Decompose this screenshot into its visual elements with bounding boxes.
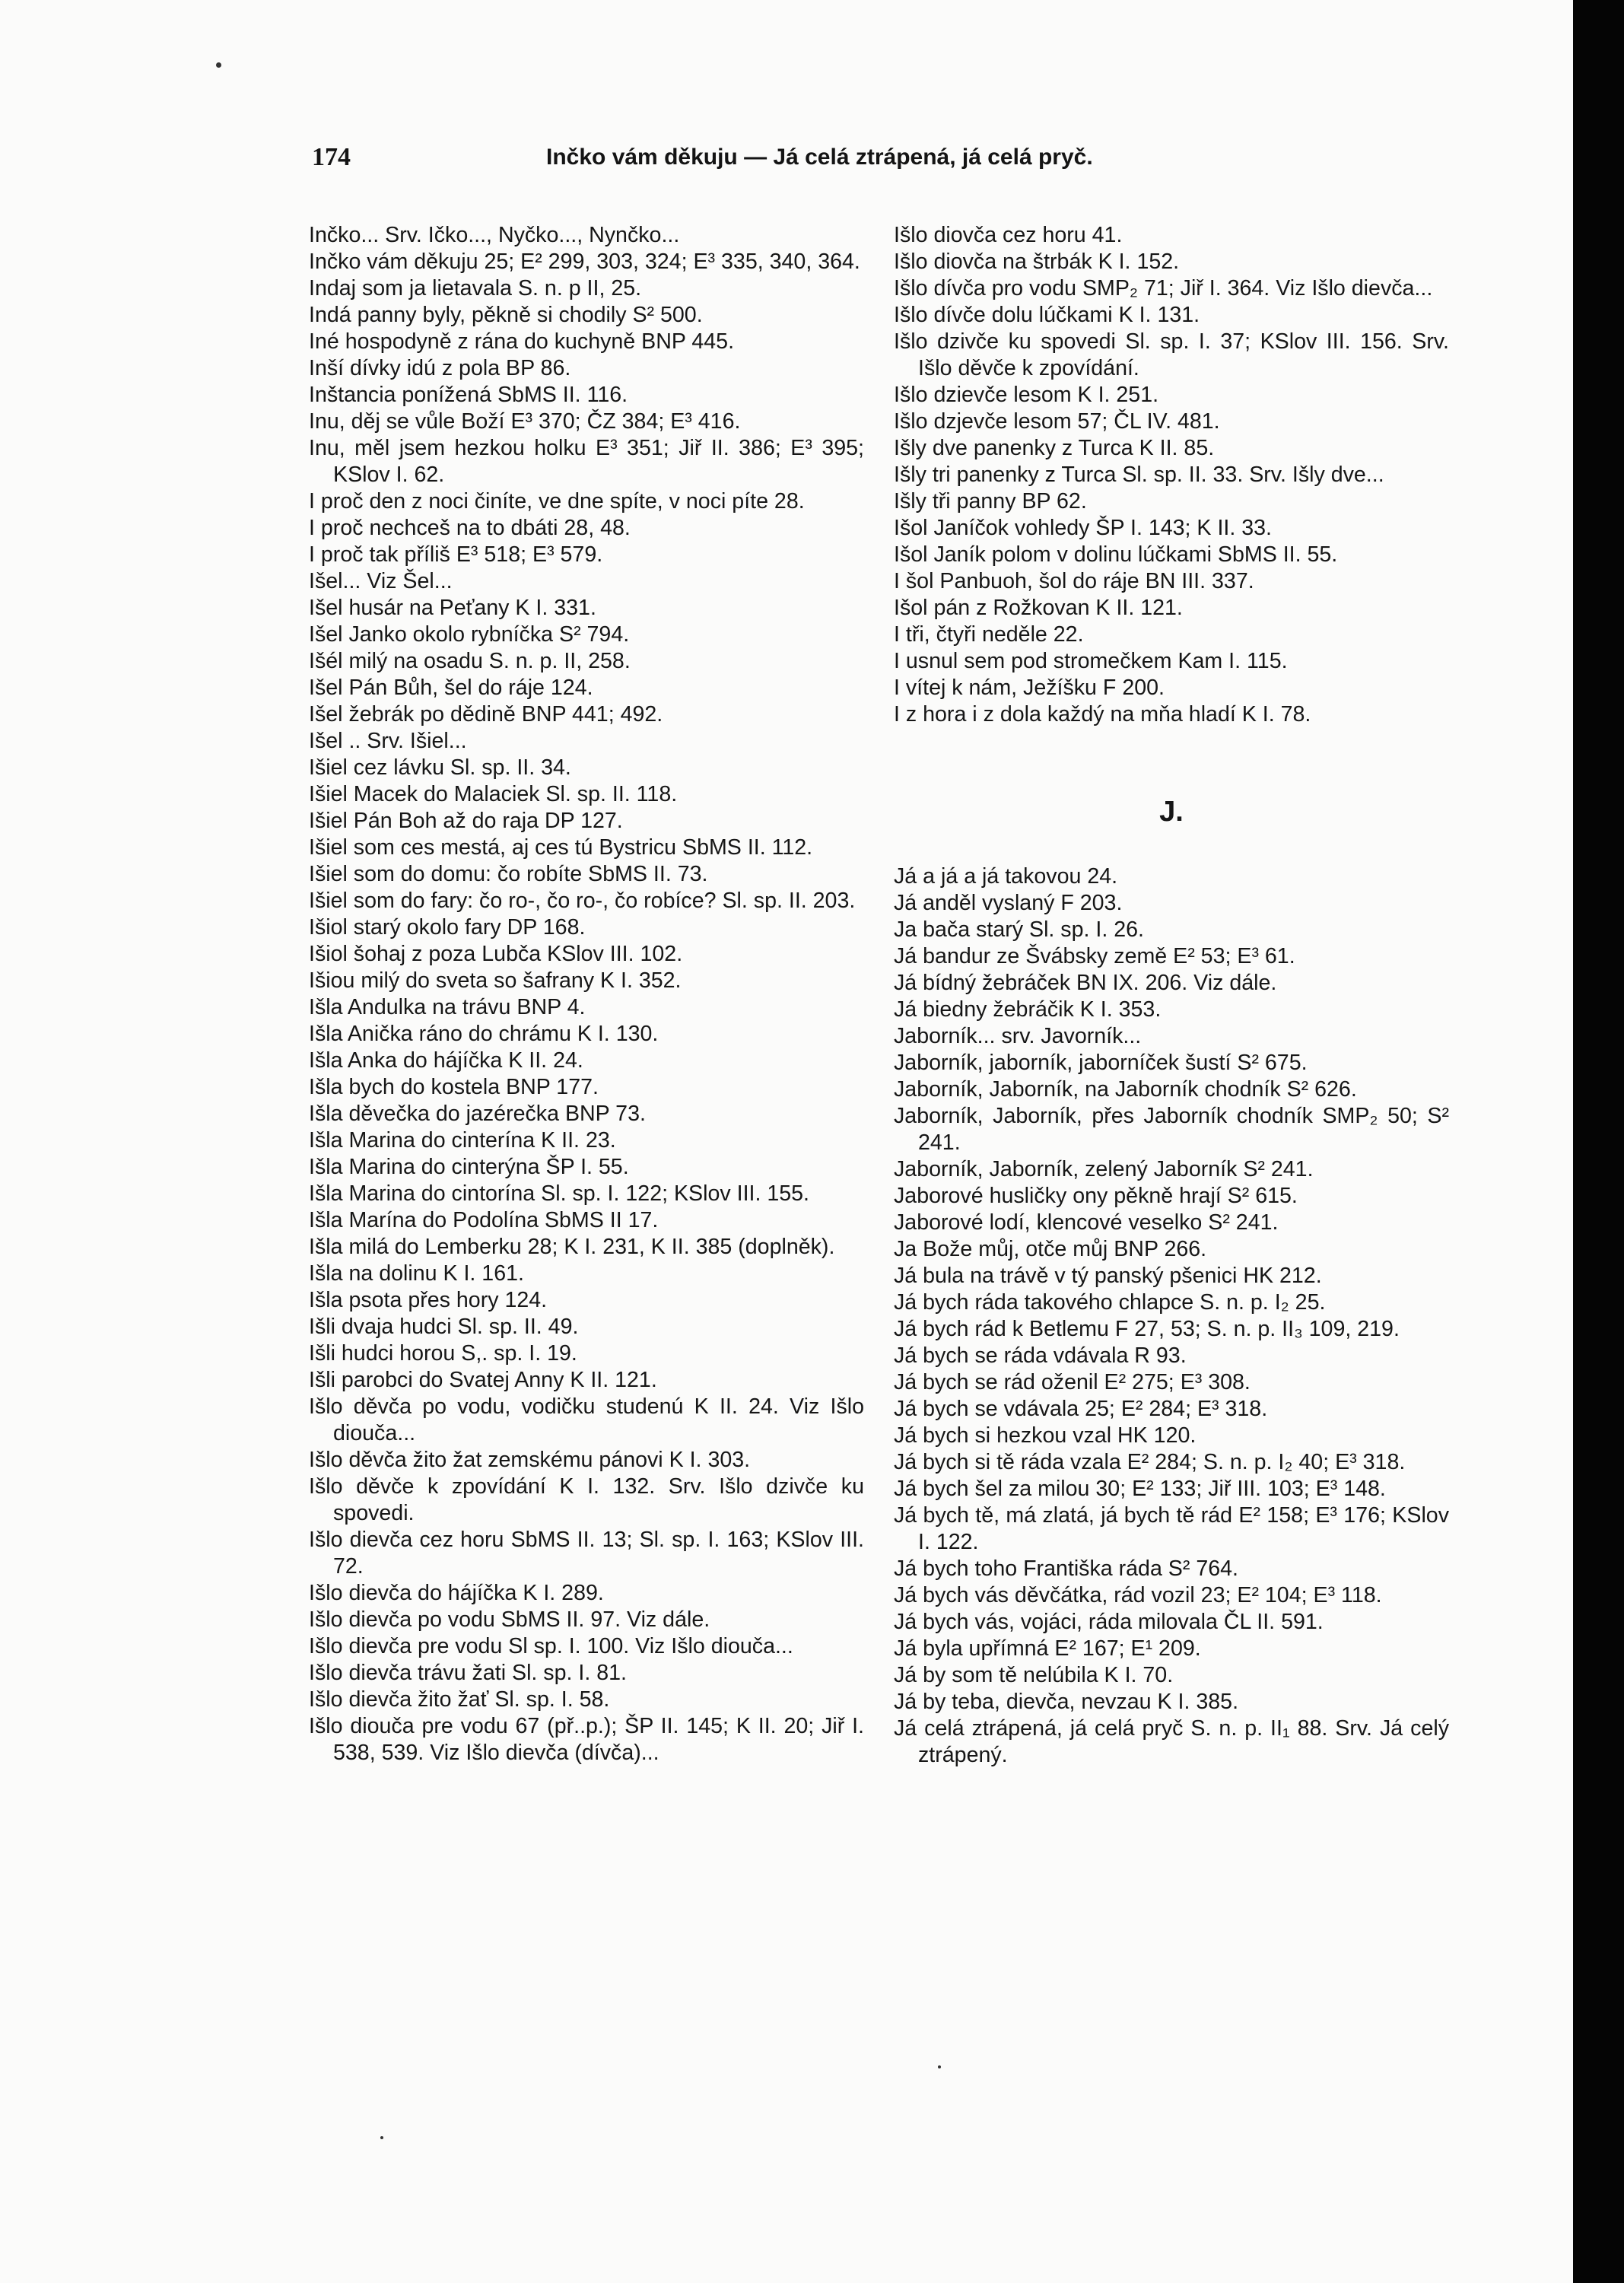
index-entry: Inštancia ponížená SbMS II. 116.: [309, 383, 628, 407]
index-entry: Já bych ráda takového chlapce S. n. p. I₂ 25.: [894, 1290, 1326, 1315]
index-entry: Inu, děj se vůle Boží E³ 370; ČZ 384; E³ 416.: [309, 409, 741, 434]
index-entry: I z hora i z dola každý na mňa hladí K I. 78.: [894, 702, 1311, 727]
index-entry: Išlo dzjevče lesom 57; ČL IV. 481.: [894, 409, 1220, 434]
index-entry: Išel žebrák po dědině BNP 441; 492.: [309, 702, 663, 727]
index-entry: Išol Janíčok vohledy ŠP I. 143; K II. 33.: [894, 516, 1272, 540]
section-letter-heading: J.: [1159, 796, 1184, 828]
scan-speck: [216, 62, 221, 68]
index-entry: Jaborové lodí, klencové veselko S² 241.: [894, 1210, 1279, 1235]
index-entry: Išlo dzivče ku spovedi Sl. sp. I. 37; KSlov III. 156. Srv. Išlo děvče k zpovídání.: [894, 329, 1449, 380]
index-entry: Jaborník, Jaborník, zelený Jaborník S² 241.: [894, 1157, 1314, 1181]
index-entry: Išli parobci do Svatej Anny K II. 121.: [309, 1368, 657, 1392]
index-entry: Išel Pán Bůh, šel do ráje 124.: [309, 676, 593, 700]
index-entry: Išlo dievča trávu žati Sl. sp. I. 81.: [309, 1661, 627, 1685]
scan-speck: [938, 2065, 941, 2068]
index-entry: Išlo dievča po vodu SbMS II. 97. Viz dále.: [309, 1607, 710, 1632]
index-entry: Já bych tě, má zlatá, já bych tě rád E² 158; E³ 176; KSlov I. 122.: [894, 1503, 1449, 1554]
index-entry: Išol Janík polom v dolinu lúčkami SbMS II. 55.: [894, 542, 1338, 567]
index-entry: Išlo diovča cez horu 41.: [894, 223, 1123, 247]
running-head: Inčko vám děkuju — Já celá ztrápená, já celá pryč.: [546, 145, 1093, 170]
index-entry: Išel Janko okolo rybníčka S² 794.: [309, 622, 630, 647]
index-entry: Inší dívky idú z pola BP 86.: [309, 356, 571, 380]
index-entry: Išel husár na Peťany K I. 331.: [309, 596, 596, 620]
index-entry: Išla Marina do cinterýna ŠP I. 55.: [309, 1155, 629, 1179]
index-entry: Išiel som ces mestá, aj ces tú Bystricu SbMS II. 112.: [309, 835, 813, 860]
index-entry: Jaborník, Jaborník, přes Jaborník chodník SMP₂ 50; S² 241.: [894, 1104, 1449, 1155]
index-entry: Išli hudci horou S,. sp. I. 19.: [309, 1341, 577, 1366]
index-entry: Išlo děvča po vodu, vodičku studenú K II. 24. Viz Išlo diouča...: [309, 1394, 864, 1445]
page-header: [304, 143, 1286, 183]
index-entry: Já byla upřímná E² 167; E¹ 209.: [894, 1636, 1201, 1661]
index-entry: Já bych se vdávala 25; E² 284; E³ 318.: [894, 1397, 1268, 1421]
index-entry: I šol Panbuoh, šol do ráje BN III. 337.: [894, 569, 1254, 593]
index-entry: Išla Andulka na trávu BNP 4.: [309, 995, 586, 1019]
index-entry: Jaborové husličky ony pěkně hrají S² 615.: [894, 1184, 1298, 1208]
index-entry: Išlo dievča do hájíčka K I. 289.: [309, 1581, 604, 1605]
index-entry: Já celá ztrápená, já celá pryč S. n. p. II₁ 88. Srv. Já celý ztrápený.: [894, 1716, 1449, 1767]
index-entry: I vítej k nám, Ježíšku F 200.: [894, 676, 1165, 700]
index-entry: Išél milý na osadu S. n. p. II, 258.: [309, 649, 631, 673]
index-entry: Išlo diovča na štrbák K I. 152.: [894, 250, 1180, 274]
index-entry: Išiel cez lávku Sl. sp. II. 34.: [309, 755, 571, 780]
index-entry: Išla milá do Lemberku 28; K I. 231, K II. 385 (doplněk).: [309, 1235, 835, 1259]
index-entry: Jaborník... srv. Javorník...: [894, 1024, 1142, 1048]
index-entry: Išlo dievča cez horu SbMS II. 13; Sl. sp. I. 163; KSlov III. 72.: [309, 1528, 864, 1579]
index-entry: I proč tak příliš E³ 518; E³ 579.: [309, 542, 603, 567]
index-entry: I proč den z noci činíte, ve dne spíte, v noci píte 28.: [309, 489, 805, 514]
index-entry: Iné hospodyně z rána do kuchyně BNP 445.: [309, 329, 735, 354]
index-entry: Já bych se ráda vdávala R 93.: [894, 1343, 1187, 1368]
index-entry: Išiel som do fary: čo ro-, čo ro-, čo robíce? Sl. sp. II. 203.: [309, 889, 856, 913]
index-entry: Išol pán z Rožkovan K II. 121.: [894, 596, 1183, 620]
index-entry: Išlo dievča žito žať Sl. sp. I. 58.: [309, 1687, 610, 1712]
index-entry: Já bych toho Františka ráda S² 764.: [894, 1556, 1238, 1581]
index-entry: Išla Marina do cinterína K II. 23.: [309, 1128, 616, 1153]
index-entry: Já bych se rád oženil E² 275; E³ 308.: [894, 1370, 1251, 1394]
index-entry: Išly tři panny BP 62.: [894, 489, 1087, 514]
index-entry: Já bych šel za milou 30; E² 133; Jiř III. 103; E³ 148.: [894, 1477, 1386, 1501]
index-entry: Išla Anka do hájíčka K II. 24.: [309, 1048, 583, 1073]
index-entry: Išiol šohaj z poza Lubča KSlov III. 102.: [309, 942, 683, 966]
index-entry: Já biedny žebráčik K I. 353.: [894, 997, 1162, 1022]
index-entry: Já bych vás děvčátka, rád vozil 23; E² 104; E³ 118.: [894, 1583, 1382, 1607]
page-number: 174: [312, 143, 351, 171]
index-entry: Já bych rád k Betlemu F 27, 53; S. n. p. II₃ 109, 219.: [894, 1317, 1400, 1341]
index-entry: Išla Marina do cintorína Sl. sp. I. 122; KSlov III. 155.: [309, 1181, 809, 1206]
index-entry: Išly tri panenky z Turca Sl. sp. II. 33. Srv. Išly dve...: [894, 463, 1384, 487]
index-entry: I proč nechceš na to dbáti 28, 48.: [309, 516, 631, 540]
index-entry: Išlo diouča pre vodu 67 (př..p.); ŠP II. 145; K II. 20; Jiř I. 538, 539. Viz Išlo dievča (dívča)...: [309, 1714, 864, 1765]
index-entry: Já by teba, dievča, nevzau K I. 385.: [894, 1690, 1239, 1714]
index-entry: Jaborník, Jaborník, na Jaborník chodník S² 626.: [894, 1077, 1357, 1102]
index-entry: Já bych si tě ráda vzala E² 284; S. n. p. I₂ 40; E³ 318.: [894, 1450, 1406, 1474]
index-entry: Já a já a já takovou 24.: [894, 864, 1118, 889]
index-entry: Ja bača starý Sl. sp. I. 26.: [894, 917, 1144, 942]
index-entry: Jaborník, jaborník, jaborníček šustí S² 675.: [894, 1051, 1308, 1075]
index-entry: Ja Bože můj, otče můj BNP 266.: [894, 1237, 1207, 1261]
index-entry: Išla Marína do Podolína SbMS II 17.: [309, 1208, 659, 1232]
right-column: [894, 222, 1449, 1769]
index-entry: Išiel som do domu: čo robíte SbMS II. 73.: [309, 862, 708, 886]
index-entry: Išli dvaja hudci Sl. sp. II. 49.: [309, 1315, 579, 1339]
index-entry: Išla psota přes hory 124.: [309, 1288, 548, 1312]
index-entry: Išiou milý do sveta so šafrany K I. 352.: [309, 968, 682, 993]
scan-speck: [380, 2136, 383, 2139]
index-entry: Išlo děvča žito žat zemskému pánovi K I. 303.: [309, 1448, 751, 1472]
index-entry: I usnul sem pod stromečkem Kam I. 115.: [894, 649, 1288, 673]
index-entry: Inčko vám děkuju 25; E² 299, 303, 324; E³ 335, 340, 364.: [309, 250, 860, 274]
index-entry: Já bych vás, vojáci, ráda milovala ČL II. 591.: [894, 1610, 1324, 1634]
index-entry: Išlo děvče k zpovídání K I. 132. Srv. Išlo dzivče ku spovedi.: [309, 1474, 864, 1525]
index-entry: Já bandur ze Švábsky země E² 53; E³ 61.: [894, 944, 1295, 968]
scan-edge-border: [1573, 0, 1624, 2283]
index-entry: Já anděl vyslaný F 203.: [894, 891, 1123, 915]
index-entry: Já by som tě nelúbila K I. 70.: [894, 1663, 1174, 1687]
index-entry: Išla na dolinu K I. 161.: [309, 1261, 524, 1286]
index-entry: Išlo dievča pre vodu Sl sp. I. 100. Viz Išlo diouča...: [309, 1634, 793, 1658]
index-entry: Išlo dívča pro vodu SMP₂ 71; Jiř I. 364. Viz Išlo dievča...: [894, 276, 1433, 300]
index-entry: Já bídný žebráček BN IX. 206. Viz dále.: [894, 971, 1277, 995]
index-entry: Inu, měl jsem hezkou holku E³ 351; Jiř II. 386; E³ 395; KSlov I. 62.: [309, 436, 864, 487]
index-entry: Išly dve panenky z Turca K II. 85.: [894, 436, 1215, 460]
index-entry: Išiel Macek do Malaciek Sl. sp. II. 118.: [309, 782, 678, 806]
index-entry: Já bych si hezkou vzal HK 120.: [894, 1423, 1197, 1448]
index-entry: Išiol starý okolo fary DP 168.: [309, 915, 586, 940]
index-entry: I tři, čtyři neděle 22.: [894, 622, 1084, 647]
index-entry: Išlo dzievče lesom K I. 251.: [894, 383, 1159, 407]
index-entry: Išla Anička ráno do chrámu K I. 130.: [309, 1022, 659, 1046]
index-entry: Išla bych do kostela BNP 177.: [309, 1075, 599, 1099]
index-entry: Išel .. Srv. Išiel...: [309, 729, 467, 753]
index-entry: Išiel Pán Boh až do raja DP 127.: [309, 809, 623, 833]
index-entry: Išlo dívče dolu lúčkami K I. 131.: [894, 303, 1200, 327]
index-entry: Indaj som ja lietavala S. n. p II, 25.: [309, 276, 642, 300]
index-entry: Išel... Viz Šel...: [309, 569, 453, 593]
left-column: [309, 222, 864, 1766]
index-entry: Indá panny byly, pěkně si chodily S² 500.: [309, 303, 703, 327]
index-entry: Já bula na trávě v tý panský pšenici HK 212.: [894, 1264, 1322, 1288]
index-entry: Išla děvečka do jazérečka BNP 73.: [309, 1102, 646, 1126]
index-entry: Inčko... Srv. Ičko..., Nyčko..., Nynčko...: [309, 223, 680, 247]
